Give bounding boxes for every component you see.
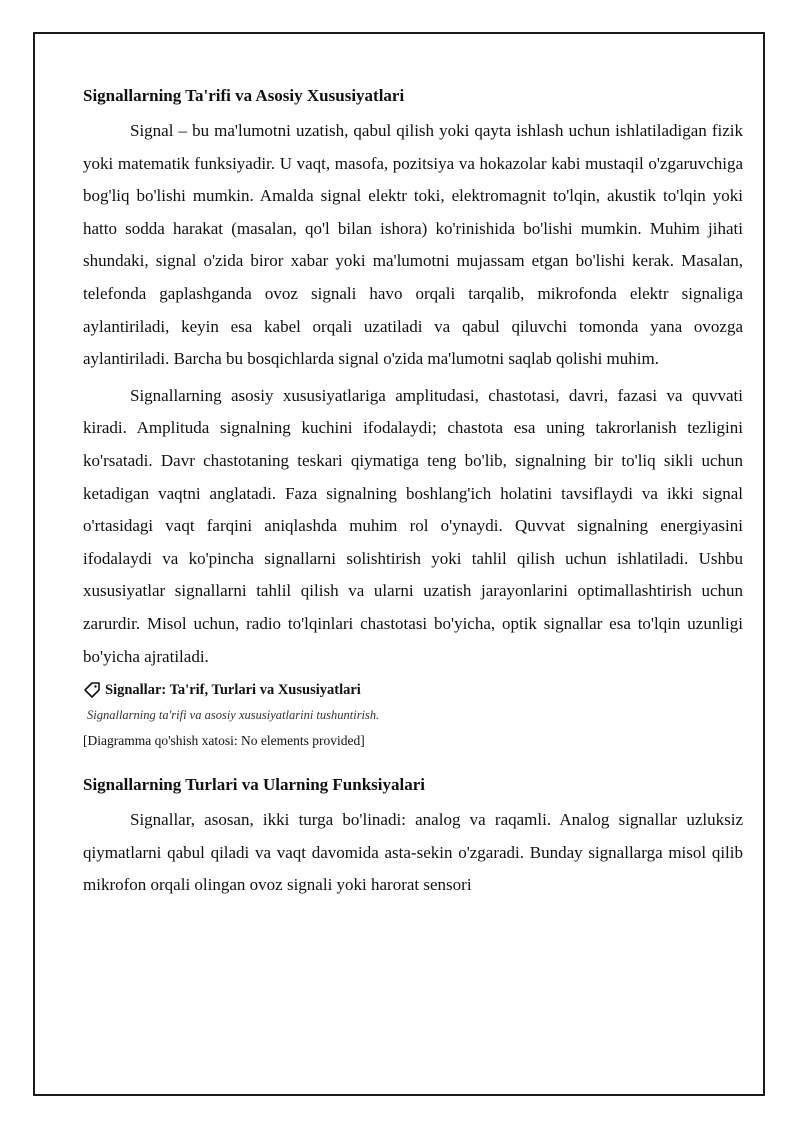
tag-icon (83, 681, 101, 699)
paragraph: Signal – bu ma'lumotni uzatish, qabul qilish yoki qayta ishlash uchun ishlatiladigan fizik yoki matematik funksiyadir. U vaqt, masofa, pozitsiya va hokazolar kabi mustaqil o'zgaruvchiga bog'liq bo'lishi mumkin. Amalda signal elektr toki, elektromagnit to'lqin, akustik to'lqin yoki hatto sodda harakat (masalan, qo'l bilan ishora) ko'rinishida bo'lishi mumkin. Muhim jihati shundaki, signal o'zida biror xabar yoki ma'lumotni mujassam etgan bo'lishi kerak. Masalan, telefonda gaplashganda ovoz signali havo orqali tarqalib, mikrofonda elektr signaliga aylantiriladi, keyin esa kabel orqali uzatiladi va qabul qiluvchi tomonda yana ovozga aylantiriladi. Barcha bu bosqichlarda signal o'zida ma'lumotni saqlab qolishi muhim. (83, 121, 743, 369)
paragraph: Signallarning asosiy xususiyatlariga amplitudasi, chastotasi, davri, fazasi va quvvati kiradi. Amplituda signalning kuchini ifodalaydi; chastota esa uning takrorlanish tezligini ko'rsatadi. Davr chastotaning teskari qiymatiga teng bo'lib, signalning bir to'liq sikli uchun ketadigan vaqtni anglatadi. Faza signalning boshlang'ich holatini tavsiflaydi va ikki signal o'rtasidagi vaqt farqini aniqlashda muhim rol o'ynaydi. Quvvat signalning energiyasini ifodalaydi va ko'pincha signallarni solishtirish yoki tahlil qilish uchun ishlatiladi. Ushbu xususiyatlar signallarni tahlil qilish va ularni uzatish jarayonlarini optimallashtirish uchun zarurdir. Misol uchun, radio to'lqinlari chastotasi bo'yicha, optik signallar esa to'lqin uzunligi bo'yicha ajratiladi. (83, 385, 743, 666)
diagram-subtitle: Signallarning ta'rifi va asosiy xususiyatlarini tushuntirish. (87, 708, 380, 723)
section-heading: Signallarning Turlari va Ularning Funksiyalari (83, 775, 425, 795)
diagram-title (83, 679, 743, 701)
diagram-error-message: [Diagramma qo'shish xatosi: No elements provided] (83, 733, 365, 749)
paragraph: Signallar, asosan, ikki turga bo'linadi: analog va raqamli. Analog signallar uzluksiz qiymatlarni qabul qiladi va vaqt davomida asta-sekin o'zgaradi. Bunday signallarga misol qilib mikrofon orqali olingan ovoz signali yoki harorat sensori (83, 810, 743, 895)
section-heading: Signallarning Ta'rifi va Asosiy Xususiyatlari (83, 86, 405, 105)
diagram-placeholder (83, 679, 743, 751)
document-body (83, 84, 743, 906)
diagram-title-text: Signallar: Ta'rif, Turlari va Xususiyatlari (105, 682, 361, 699)
